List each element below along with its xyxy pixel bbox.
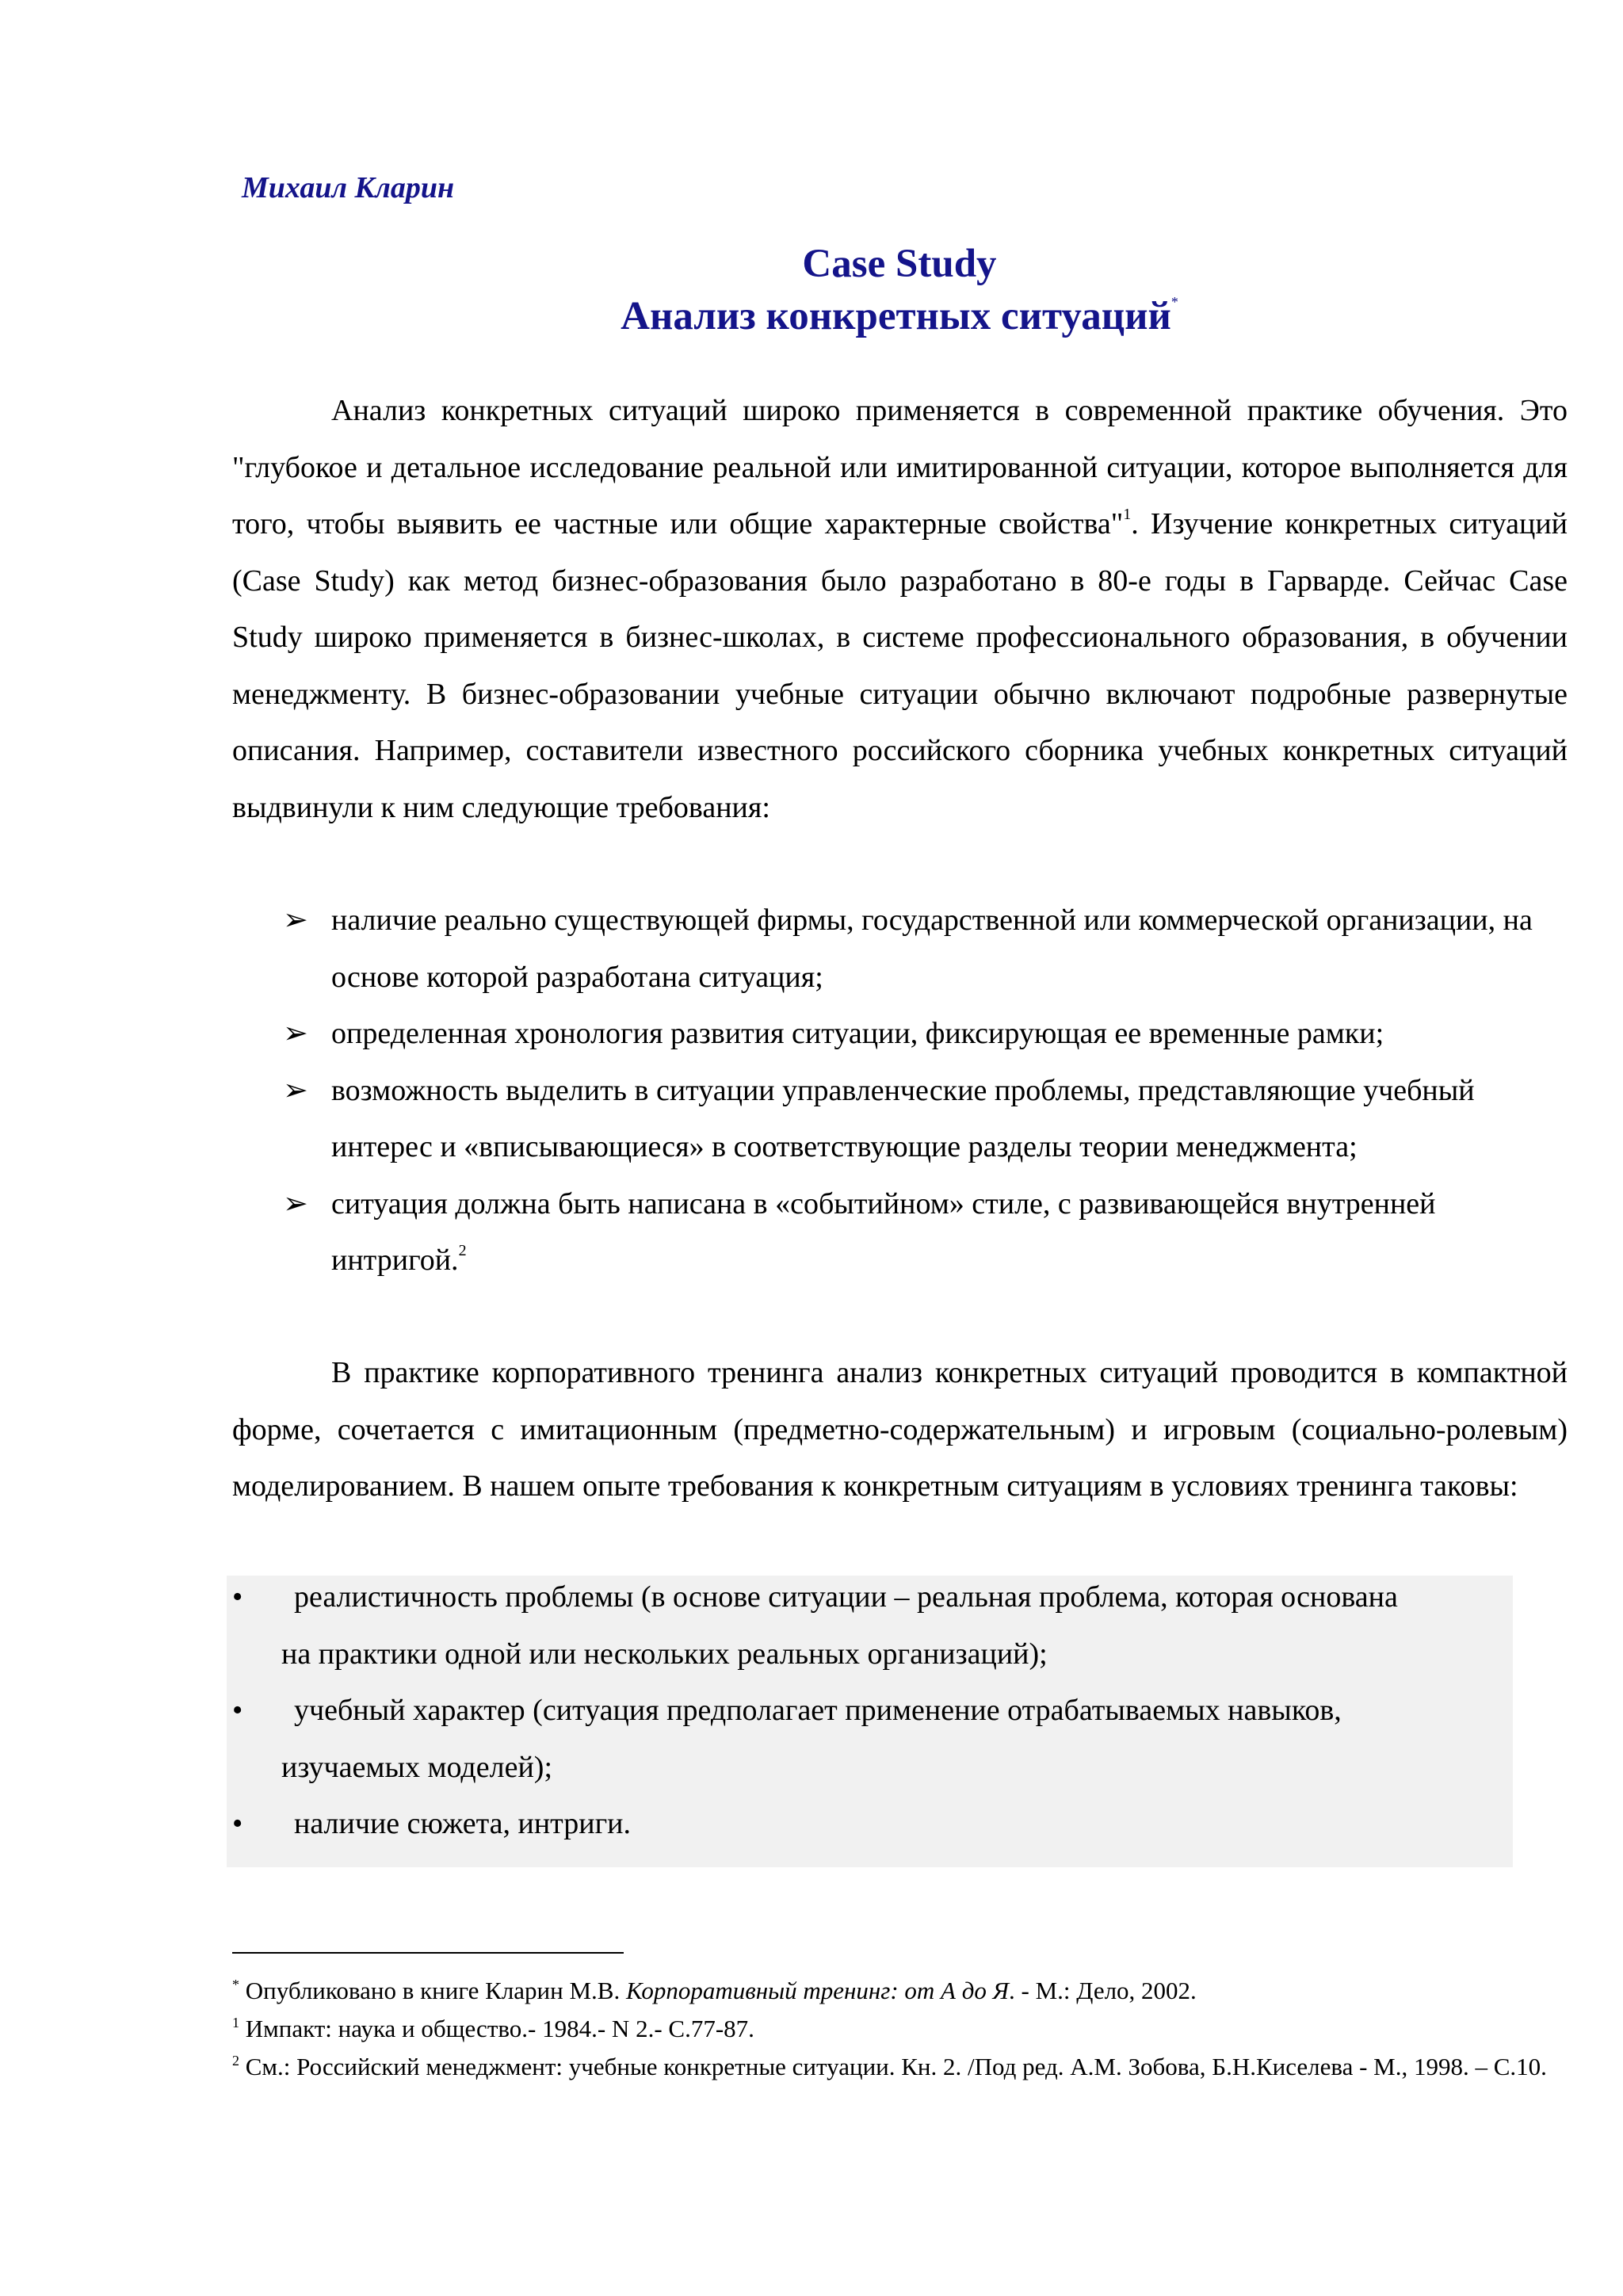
list-item [232, 1569, 1513, 1683]
list-item [283, 1063, 1567, 1176]
arrow-bullet-icon: ➢ [283, 1186, 308, 1221]
footnote-ref-2: 2 [458, 1242, 467, 1259]
document-title [396, 238, 1403, 342]
paragraph-intro [232, 383, 1568, 836]
arrow-bullet-icon: ➢ [283, 904, 308, 937]
footnote-mark: 1 [232, 2015, 239, 2030]
title-footnote-mark: * [1170, 294, 1178, 310]
list-item-line: изучаемых моделей); [281, 1750, 552, 1784]
footnote [232, 1976, 1568, 2006]
list-item [283, 1176, 1567, 1289]
footnote-text: См.: Российский менеджмент: учебные конкретные ситуации. Кн. 2. /Под ред. А.М. Зобова, Б.Н.Киселева - М., 1998. – С.10. [239, 2053, 1547, 2080]
title-line-1: Case Study [802, 242, 997, 286]
list-item-text: возможность выделить в ситуации управленческие проблемы, представляющие учебный интерес и «вписывающиеся» в соответствующие разделы теории менеджмента; [331, 1073, 1475, 1163]
footnote-mark: * [232, 1977, 239, 1992]
title-line-2 [396, 290, 1403, 342]
list-item-text: определенная хронология развития ситуации, фиксирующая ее временные рамки; [331, 1017, 1384, 1050]
list-item-line: учебный характер (ситуация предполагает применение отрабатываемых навыков, [294, 1694, 1342, 1727]
author-name: Михаил Кларин [242, 171, 455, 204]
title-line-2-text: Анализ конкретных ситуаций [621, 294, 1171, 338]
training-requirements-list [232, 1569, 1513, 1853]
list-item [283, 1006, 1567, 1063]
requirements-list [283, 892, 1567, 1289]
paragraph-intro-part1: Анализ конкретных ситуаций широко применяется в современной практике обучения. Это "глубокое и детальное исследование реальной или имитированной ситуации, которое выполняется для того, чтобы выявить ее частные или общие характерные свойства" [232, 394, 1568, 541]
arrow-bullet-icon: ➢ [283, 1017, 308, 1050]
footnote-text: . - М.: Дело, 2002. [1009, 1977, 1197, 2004]
footnote-mark: 2 [232, 2053, 239, 2069]
list-item [232, 1796, 1513, 1853]
list-item-line: реалистичность проблемы (в основе ситуации – реальная проблема, которая основана [294, 1580, 1398, 1614]
paragraph-intro-part2: . Изучение конкретных ситуаций (Case Study) как метод бизнес-образования было разработано в 80-е годы в Гарварде. Сейчас Case Study широко применяется в бизнес-школах, в системе профессионального образования, в обучении менеджменту. В бизнес-образовании учебные ситуации обычно включают подробные развернутые описания. Например, составители известного российского сборника учебных конкретных ситуаций выдвинули к ним следующие требования: [232, 507, 1568, 824]
bullet-icon: • [232, 1694, 243, 1727]
footnote-book-title: Корпоративный тренинг: от А до Я [625, 1977, 1010, 2004]
list-item-text: ситуация должна быть написана в «событийном» стиле, с развивающейся внутренней интригой. [331, 1186, 1436, 1277]
list-item-line: наличие сюжета, интриги. [294, 1807, 632, 1840]
footnotes [232, 1976, 1568, 2090]
bullet-icon: • [232, 1807, 243, 1840]
footnote [232, 2052, 1568, 2082]
list-item [283, 892, 1567, 1006]
list-item [232, 1683, 1513, 1796]
list-item-text: наличие реально существующей фирмы, государственной или коммерческой организации, на основе которой разработана ситуация; [331, 904, 1533, 994]
footnote-separator [232, 1952, 624, 1954]
bullet-icon: • [232, 1580, 243, 1614]
footnote-ref-1: 1 [1123, 506, 1132, 523]
footnote-text: Импакт: наука и общество.- 1984.- N 2.- С.77-87. [239, 2015, 754, 2042]
footnote [232, 2014, 1568, 2044]
arrow-bullet-icon: ➢ [283, 1073, 308, 1107]
footnote-text: Опубликовано в книге Кларин М.В. [239, 1977, 626, 2004]
paragraph-training: В практике корпоративного тренинга анализ конкретных ситуаций проводится в компактной форме, сочетается с имитационным (предметно-содержательным) и игровым (социально-ролевым) моделированием. В нашем опыте требования к конкретным ситуациям в условиях тренинга таковы: [232, 1356, 1568, 1503]
list-item-line: на практики одной или нескольких реальных организаций); [281, 1637, 1048, 1671]
